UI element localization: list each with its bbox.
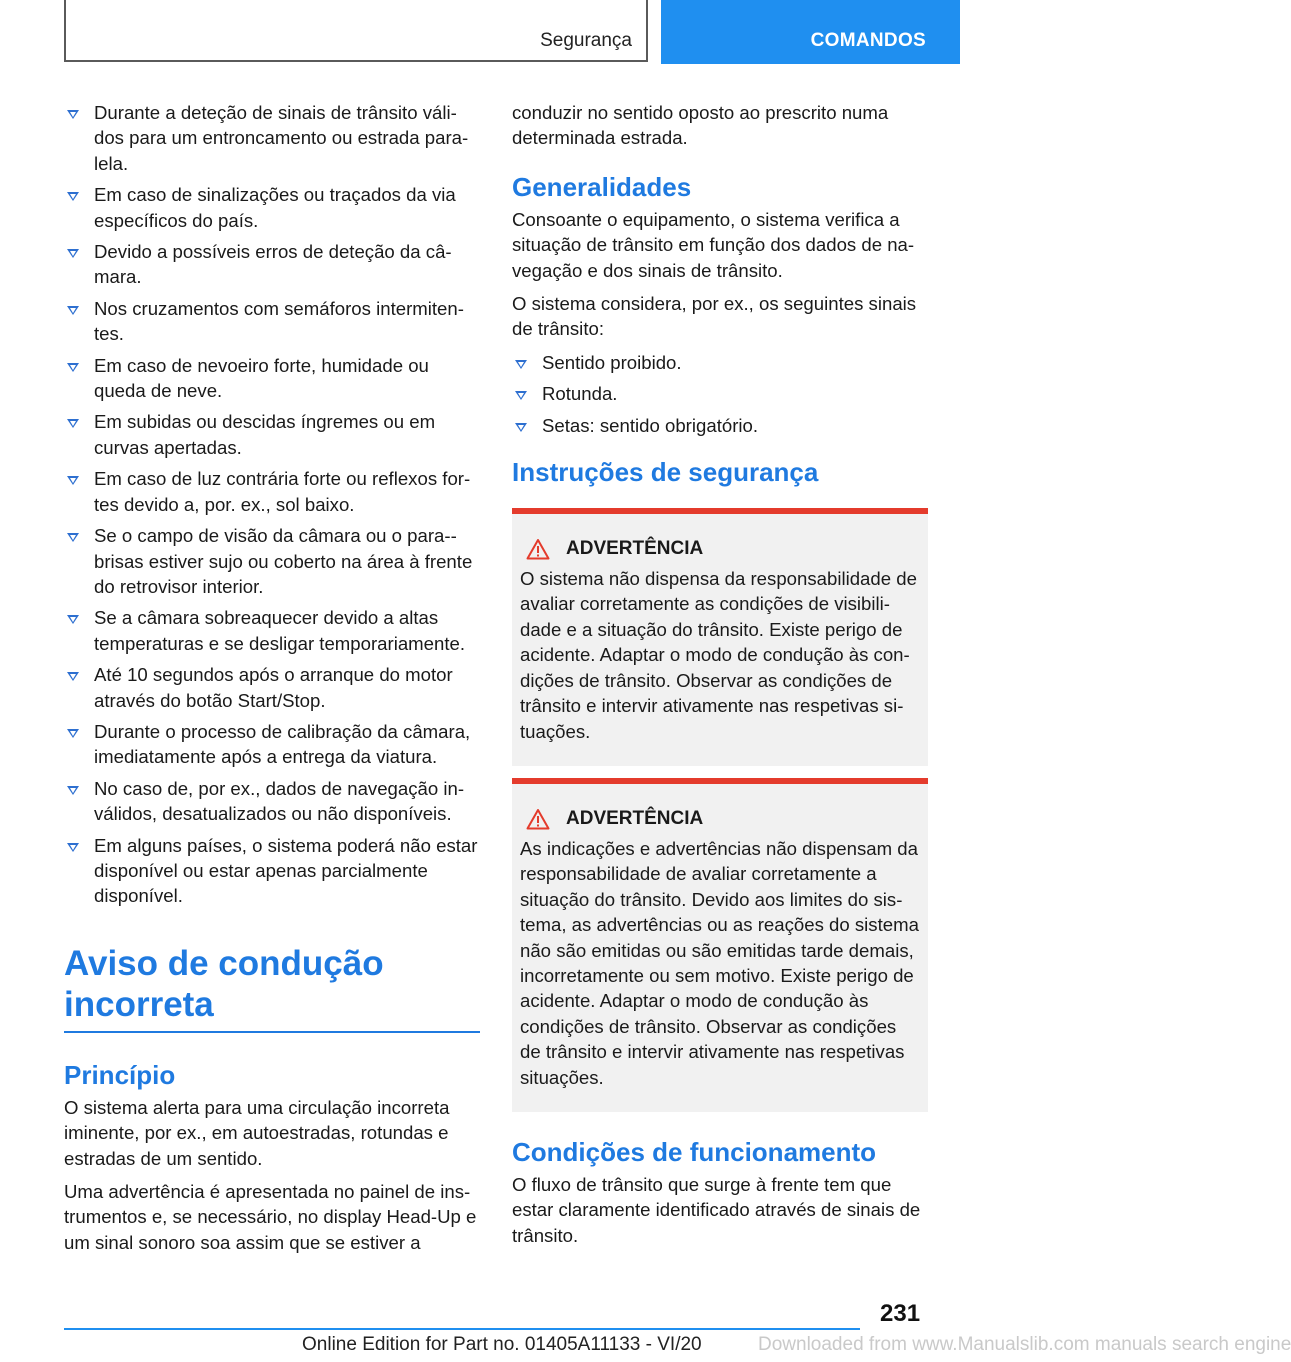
triangle-bullet-icon: [67, 192, 79, 201]
conditions-list: [64, 100, 480, 909]
list-item: Se a câmara sobreaquecer devido a altas temperaturas e se desligar temporariamente.: [64, 605, 480, 656]
principio-paragraph-2-continued: conduzir no sentido oposto ao prescrito numa determinada estrada.: [512, 102, 889, 149]
list-item: Nos cruzamentos com semáforos intermitentes.: [64, 296, 480, 347]
triangle-bullet-icon: [67, 476, 79, 485]
triangle-bullet-icon: [515, 360, 527, 369]
list-item: Setas: sentido obrigatório.: [512, 413, 928, 438]
list-item: Rotunda.: [512, 381, 928, 406]
list-item: Em caso de luz contrária forte ou reflexos fortes devido a, por. ex., sol baixo.: [64, 466, 480, 517]
list-item: Devido a possíveis erros de deteção da câmara.: [64, 239, 480, 290]
warning-label: ADVERTÊNCIA: [566, 807, 704, 829]
header-section-tab: [64, 0, 648, 62]
list-item: Até 10 segundos após o arranque do motor através do botão Start/Stop.: [64, 662, 480, 713]
triangle-bullet-icon: [515, 423, 527, 432]
triangle-bullet-icon: [67, 110, 79, 119]
page-number: 231: [880, 1300, 921, 1327]
list-item: Se o campo de visão da câmara ou o para-brisas estiver sujo ou coberto na área à frente do retrovisor interior.: [64, 523, 480, 599]
list-item: Em subidas ou descidas íngremes ou em curvas apertadas.: [64, 409, 480, 460]
list-item: Sentido proibido.: [512, 350, 928, 375]
instrucoes-heading: Instruções de segurança: [512, 457, 819, 488]
warning-triangle-icon: [526, 808, 550, 830]
warning-text: As indicações e advertências não dispensam da responsabilidade de avaliar corretamente a situação do trânsito. Devido aos limites do sistema, as advertências ou as reações do sistema não são emitidas ou são emitidas tarde demais, incorretamente ou sem motivo. Existe perigo de acidente. Adaptar o modo de condução às condições de trânsito. Observar as condições de trânsito e intervir ativamente nas respetivas situações.: [520, 837, 919, 1088]
condicoes-paragraph-1: O fluxo de trânsito que surge à frente tem que estar claramente identificado através de sinais de trânsito.: [512, 1173, 921, 1246]
triangle-bullet-icon: [67, 249, 79, 258]
warning-triangle-icon: [526, 538, 550, 560]
list-item: Durante a deteção de sinais de trânsito válidos para um entroncamento ou estrada paralela.: [64, 100, 480, 176]
list-item: Em caso de sinalizações ou traçados da via específicos do país.: [64, 182, 480, 233]
triangle-bullet-icon: [67, 306, 79, 315]
watermark: Downloaded from www.Manualslib.com manuals search engine: [758, 1334, 1291, 1355]
generalidades-paragraph-1: Consoante o equipamento, o sistema verifica a situação de trânsito em função dos dados de navegação e dos sinais de trânsito.: [512, 208, 915, 281]
section-title: Aviso de condução incorreta: [64, 943, 480, 1033]
triangle-bullet-icon: [515, 391, 527, 400]
triangle-bullet-icon: [67, 843, 79, 852]
principio-paragraph-1: O sistema alerta para uma circulação incorreta iminente, por ex., em autoestradas, rotundas e estradas de um sentido.: [64, 1096, 450, 1169]
left-column: [64, 100, 480, 1263]
list-item: No caso de, por ex., dados de navegação inválidos, desatualizados ou não disponíveis.: [64, 776, 480, 827]
triangle-bullet-icon: [67, 419, 79, 428]
warning-box: [512, 778, 928, 1112]
principio-paragraph-2: Uma advertência é apresentada no painel de instrumentos e, se necessário, no display Head-Up e um sinal sonoro soa assim que se estiver a: [64, 1181, 477, 1253]
list-item: Em alguns países, o sistema poderá não estar disponível ou estar apenas parcialmente disponível.: [64, 833, 480, 909]
triangle-bullet-icon: [67, 729, 79, 738]
triangle-bullet-icon: [67, 533, 79, 542]
warning-text: O sistema não dispensa da responsabilidade de avaliar corretamente as condições de visibilidade e a situação do trânsito. Existe perigo de acidente. Adaptar o modo de condução às condições de trânsito. Observar as condições de trânsito e intervir ativamente nas respetivas situações.: [520, 568, 917, 742]
footer-divider: [64, 1328, 860, 1330]
header-chapter-label: COMANDOS: [810, 30, 926, 51]
principio-heading: Princípio: [64, 1059, 176, 1090]
list-item: Em caso de nevoeiro forte, humidade ou queda de neve.: [64, 353, 480, 404]
edition-label: Online Edition for Part no. 01405A11133 - VI/20: [302, 1334, 702, 1355]
right-column: [512, 100, 928, 1256]
traffic-signs-list: [512, 350, 928, 438]
warning-label: ADVERTÊNCIA: [566, 538, 704, 560]
warning-title: [520, 538, 920, 560]
header-chapter-tab: [661, 0, 960, 64]
warning-box: [512, 508, 928, 766]
warning-title: [520, 808, 920, 830]
triangle-bullet-icon: [67, 363, 79, 372]
condicoes-heading: Condições de funcionamento: [512, 1136, 877, 1167]
generalidades-heading: Generalidades: [512, 171, 692, 202]
list-item: Durante o processo de calibração da câmara, imediatamente após a entrega da viatura.: [64, 719, 480, 770]
header-section-label: Segurança: [540, 30, 632, 51]
triangle-bullet-icon: [67, 786, 79, 795]
triangle-bullet-icon: [67, 672, 79, 681]
generalidades-paragraph-2: O sistema considera, por ex., os seguintes sinais de trânsito:: [512, 293, 917, 340]
triangle-bullet-icon: [67, 615, 79, 624]
